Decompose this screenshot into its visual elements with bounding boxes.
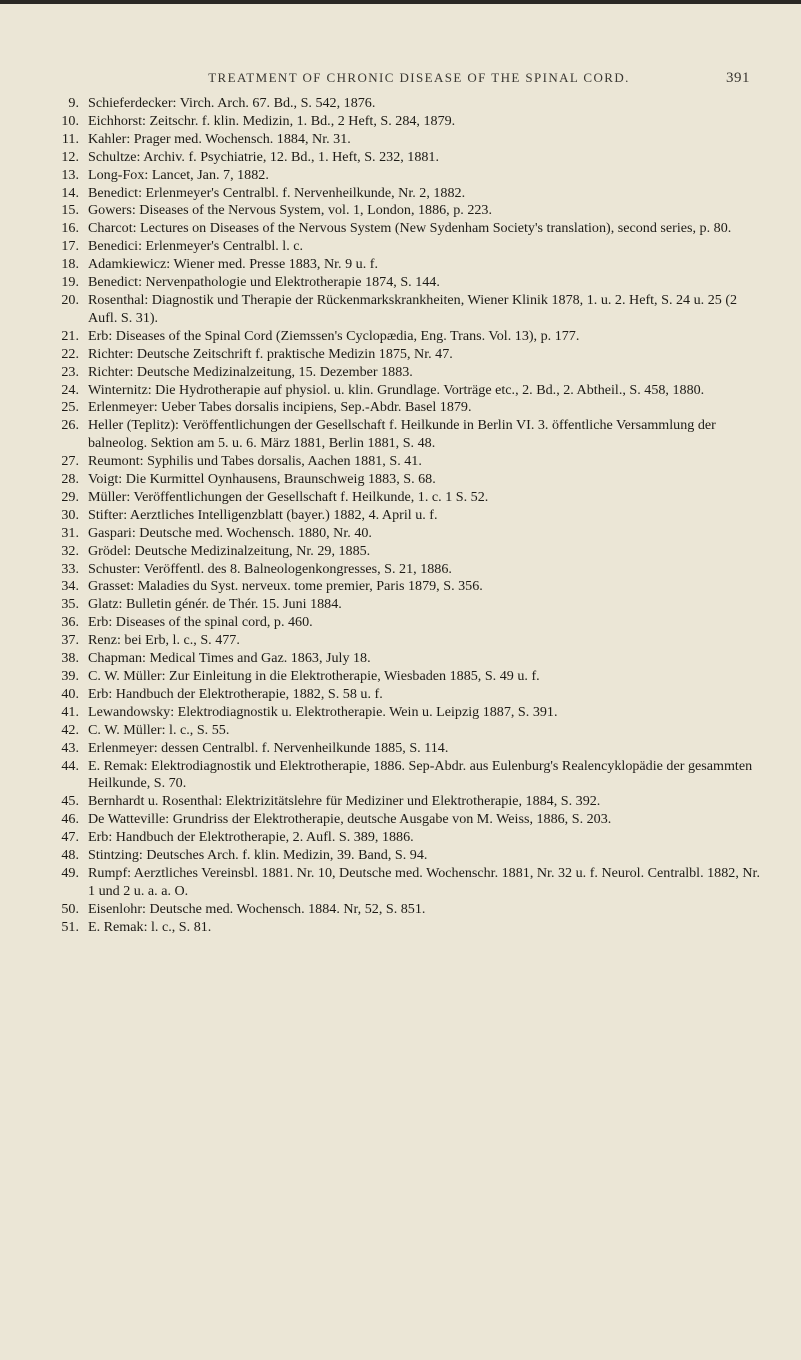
reference-item	[56, 453, 768, 471]
reference-number: 45.	[61, 793, 79, 810]
reference-number: 12.	[61, 148, 79, 165]
reference-text: Voigt: Die Kurmittel Oynhausens, Braunschweig 1883, S. 68.	[88, 471, 436, 488]
reference-number: 24.	[61, 381, 79, 398]
reference-text: Müller: Veröffentlichungen der Gesellschaft f. Heilkunde, 1. c. 1 S. 52.	[88, 488, 489, 505]
reference-text: C. W. Müller: l. c., S. 55.	[88, 721, 230, 738]
running-head-title: TREATMENT OF CHRONIC DISEASE OF THE SPINAL CORD.	[208, 70, 630, 85]
reference-text: Rumpf: Aerztliches Vereinsbl. 1881. Nr. 10, Deutsche med. Wochenschr. 1881, Nr. 32 u. f. Neurol. Centralbl. 1882, Nr. 1 und 2 u. a. a. O.	[88, 864, 760, 899]
reference-number: 18.	[61, 256, 79, 273]
reference-item	[56, 507, 768, 525]
reference-text: Lewandowsky: Elektrodiagnostik u. Elektrotherapie. Wein u. Leipzig 1887, S. 391.	[88, 703, 558, 720]
reference-text: Eisenlohr: Deutsche med. Wochensch. 1884. Nr, 52, S. 851.	[88, 900, 426, 917]
reference-number: 13.	[61, 166, 79, 183]
reference-item	[56, 346, 768, 364]
reference-text: Erb: Diseases of the Spinal Cord (Ziemssen's Cyclopædia, Eng. Trans. Vol. 13), p. 177.	[88, 327, 580, 344]
reference-item	[56, 471, 768, 489]
reference-number: 21.	[61, 327, 79, 344]
reference-number: 50.	[61, 900, 79, 917]
reference-item	[56, 632, 768, 650]
reference-number: 37.	[61, 632, 79, 649]
reference-number: 31.	[61, 524, 79, 541]
reference-item	[56, 95, 768, 113]
reference-number: 33.	[61, 560, 79, 577]
page-number: 391	[726, 70, 750, 86]
reference-item	[56, 489, 768, 507]
reference-item	[56, 220, 768, 238]
reference-text: Schuster: Veröffentl. des 8. Balneologenkongresses, S. 21, 1886.	[88, 560, 452, 577]
reference-number: 34.	[61, 578, 79, 595]
reference-number: 11.	[61, 130, 79, 147]
reference-item	[56, 274, 768, 292]
reference-number: 26.	[61, 417, 79, 434]
reference-text: Erb: Diseases of the spinal cord, p. 460.	[88, 614, 313, 631]
reference-text: Grasset: Maladies du Syst. nerveux. tome premier, Paris 1879, S. 356.	[88, 578, 483, 595]
reference-item	[56, 758, 768, 794]
reference-text: Erb: Handbuch der Elektrotherapie, 1882, S. 58 u. f.	[88, 685, 383, 702]
reference-item	[56, 149, 768, 167]
reference-item	[56, 113, 768, 131]
reference-text: Erlenmeyer: dessen Centralbl. f. Nervenheilkunde 1885, S. 114.	[88, 739, 449, 756]
reference-text: Stifter: Aerztliches Intelligenzblatt (bayer.) 1882, 4. April u. f.	[88, 506, 438, 523]
reference-item	[56, 561, 768, 579]
reference-number: 20.	[61, 291, 79, 308]
reference-text: Erlenmeyer: Ueber Tabes dorsalis incipiens, Sep.-Abdr. Basel 1879.	[88, 399, 472, 416]
reference-number: 32.	[61, 542, 79, 559]
reference-number: 14.	[61, 184, 79, 201]
reference-text: Schieferdecker: Virch. Arch. 67. Bd., S. 542, 1876.	[88, 95, 376, 111]
reference-number: 49.	[61, 864, 79, 881]
reference-item	[56, 740, 768, 758]
reference-number: 51.	[61, 918, 79, 935]
reference-item	[56, 202, 768, 220]
reference-text: E. Remak: l. c., S. 81.	[88, 918, 212, 935]
reference-number: 16.	[61, 220, 79, 237]
reference-item	[56, 596, 768, 614]
reference-text: E. Remak: Elektrodiagnostik und Elektrotherapie, 1886. Sep-Abdr. aus Eulenburg's Realencyklopädie der gesammten Heilkunde, S. 70.	[88, 757, 753, 792]
reference-item	[56, 829, 768, 847]
reference-text: Adamkiewicz: Wiener med. Presse 1883, Nr. 9 u. f.	[88, 256, 378, 273]
reference-item	[56, 901, 768, 919]
running-head	[118, 70, 750, 87]
reference-item	[56, 704, 768, 722]
reference-list	[56, 95, 768, 937]
reference-item	[56, 847, 768, 865]
reference-text: Chapman: Medical Times and Gaz. 1863, July 18.	[88, 650, 371, 667]
reference-text: Stintzing: Deutsches Arch. f. klin. Medizin, 39. Band, S. 94.	[88, 847, 428, 864]
reference-number: 36.	[61, 614, 79, 631]
reference-item	[56, 328, 768, 346]
reference-text: Grödel: Deutsche Medizinalzeitung, Nr. 29, 1885.	[88, 542, 371, 559]
reference-item	[56, 686, 768, 704]
reference-item	[56, 382, 768, 400]
reference-item	[56, 256, 768, 274]
reference-text: Schultze: Archiv. f. Psychiatrie, 12. Bd., 1. Heft, S. 232, 1881.	[88, 148, 439, 165]
reference-number: 17.	[61, 238, 79, 255]
reference-item	[56, 722, 768, 740]
reference-text: Erb: Handbuch der Elektrotherapie, 2. Aufl. S. 389, 1886.	[88, 829, 414, 846]
reference-number: 39.	[61, 668, 79, 684]
reference-number: 44.	[61, 757, 79, 774]
reference-number: 25.	[61, 399, 79, 416]
reference-text: Kahler: Prager med. Wochensch. 1884, Nr. 31.	[88, 130, 351, 147]
reference-text: C. W. Müller: Zur Einleitung in die Elektrotherapie, Wiesbaden 1885, S. 49 u. f.	[88, 668, 540, 684]
reference-number: 42.	[61, 721, 79, 738]
reference-item	[56, 292, 768, 328]
reference-text: Glatz: Bulletin génér. de Thér. 15. Juni 1884.	[88, 596, 342, 613]
reference-number: 30.	[61, 506, 79, 523]
reference-item	[56, 131, 768, 149]
reference-item	[56, 919, 768, 937]
reference-text: Richter: Deutsche Zeitschrift f. praktische Medizin 1875, Nr. 47.	[88, 345, 453, 362]
reference-item	[56, 399, 768, 417]
reference-item	[56, 650, 768, 668]
reference-item	[56, 238, 768, 256]
reference-number: 29.	[61, 488, 79, 505]
reference-item	[56, 543, 768, 561]
reference-number: 41.	[61, 703, 79, 720]
reference-number: 27.	[61, 453, 79, 470]
reference-text: Winternitz: Die Hydrotherapie auf physiol. u. klin. Grundlage. Vorträge etc., 2. Bd., 2. Abtheil., S. 458, 1880.	[88, 381, 705, 398]
reference-text: Rosenthal: Diagnostik und Therapie der Rückenmarkskrankheiten, Wiener Klinik 1878, 1. u. 2. Heft, S. 24 u. 25 (2 Aufl. S. 31).	[88, 291, 738, 326]
reference-item	[56, 578, 768, 596]
reference-item	[56, 525, 768, 543]
reference-text: Reumont: Syphilis und Tabes dorsalis, Aachen 1881, S. 41.	[88, 453, 422, 470]
reference-item	[56, 364, 768, 382]
reference-text: Benedict: Nervenpathologie und Elektrotherapie 1874, S. 144.	[88, 274, 440, 291]
reference-number: 9.	[68, 95, 79, 111]
reference-number: 19.	[61, 274, 79, 291]
reference-number: 47.	[61, 829, 79, 846]
reference-number: 15.	[61, 202, 79, 219]
reference-number: 10.	[61, 112, 79, 129]
reference-item	[56, 793, 768, 811]
reference-text: Gaspari: Deutsche med. Wochensch. 1880, Nr. 40.	[88, 524, 372, 541]
reference-item	[56, 865, 768, 901]
reference-item	[56, 167, 768, 185]
reference-number: 46.	[61, 811, 79, 828]
reference-item	[56, 417, 768, 453]
reference-text: Charcot: Lectures on Diseases of the Nervous System (New Sydenham Society's translation), second series, p. 80.	[88, 220, 732, 237]
reference-number: 40.	[61, 685, 79, 702]
reference-text: Gowers: Diseases of the Nervous System, vol. 1, London, 1886, p. 223.	[88, 202, 492, 219]
reference-text: Renz: bei Erb, l. c., S. 477.	[88, 632, 240, 649]
reference-text: Benedici: Erlenmeyer's Centralbl. l. c.	[88, 238, 304, 255]
reference-number: 23.	[61, 363, 79, 380]
reference-number: 48.	[61, 847, 79, 864]
reference-text: Benedict: Erlenmeyer's Centralbl. f. Nervenheilkunde, Nr. 2, 1882.	[88, 184, 466, 201]
reference-text: Eichhorst: Zeitschr. f. klin. Medizin, 1. Bd., 2 Heft, S. 284, 1879.	[88, 112, 456, 129]
reference-item	[56, 185, 768, 203]
reference-text: Richter: Deutsche Medizinalzeitung, 15. Dezember 1883.	[88, 363, 413, 380]
reference-number: 38.	[61, 650, 79, 667]
reference-number: 22.	[61, 345, 79, 362]
reference-text: De Watteville: Grundriss der Elektrotherapie, deutsche Ausgabe von M. Weiss, 1886, S. 203.	[88, 811, 612, 828]
reference-text: Long-Fox: Lancet, Jan. 7, 1882.	[88, 166, 269, 183]
reference-text: Heller (Teplitz): Veröffentlichungen der Gesellschaft f. Heilkunde in Berlin VI. 3. öffentliche Versammlung der balneolog. Sektion am 5. u. 6. März 1881, Berlin 1881, S. 48.	[88, 417, 716, 452]
reference-item	[56, 668, 768, 686]
reference-text: Bernhardt u. Rosenthal: Elektrizitätslehre für Mediziner und Elektrotherapie, 1884, S. 392.	[88, 793, 601, 810]
reference-item	[56, 614, 768, 632]
reference-number: 43.	[61, 739, 79, 756]
reference-item	[56, 811, 768, 829]
reference-number: 28.	[61, 471, 79, 488]
reference-number: 35.	[61, 596, 79, 613]
